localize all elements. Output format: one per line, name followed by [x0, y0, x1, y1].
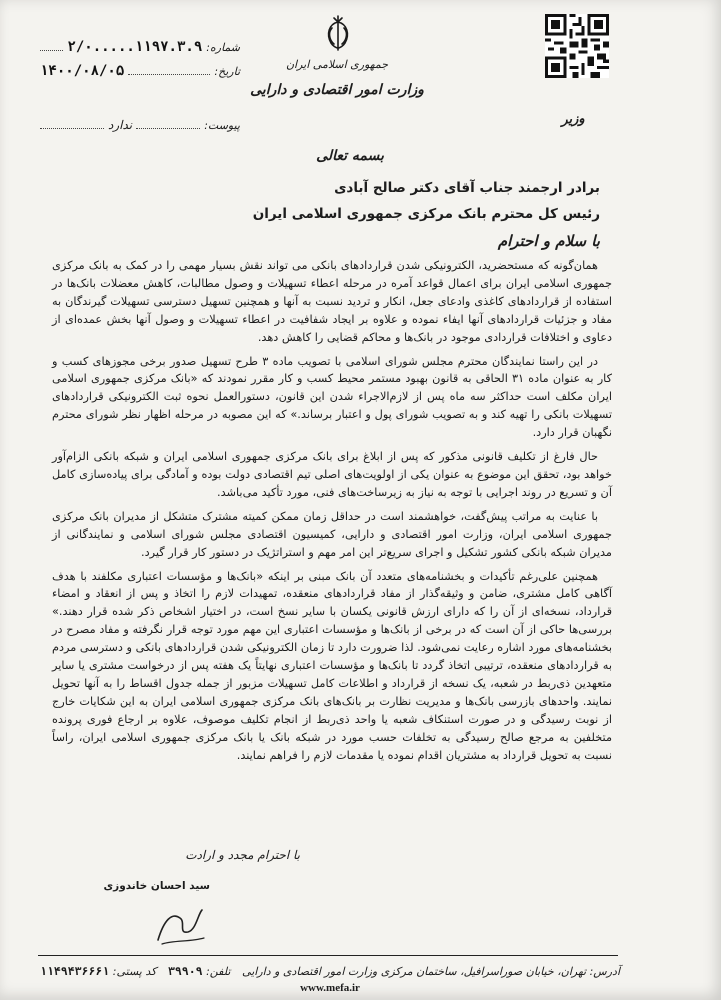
body-paragraph: همان‌گونه که مستحضرید، الکترونیکی شدن قراردادهای بانکی می تواند نقش بسیار مهمی را در کمک به بانک مرکزی جمهوری اسلامی ایران برای اعمال قواعد آمره در مرحله اعطاء تسهیلات و وصول مطالبات، کاهش معضلات بانک‌ها در استفاده از قراردادهای کاغذی وادعای جعل، انکار و تردید نسبت به آنها و همچنین تسهیل دسترسی تسهیلات گیرندگان به مفاد و جزئیات قراردادهای آنها ایفاء نموده و علاوه بر ایجاد شفافیت در اعطاء تسهیلات و وصول آنها بخش عمده‌ای از دعاوی و اختلافات قراردادی موجود در بانک‌ها و محاکم قضایی را کاهش دهد.: [52, 259, 612, 344]
letter-date-field: [40, 62, 240, 84]
letter-attachment-label: پیوست:: [204, 119, 240, 132]
dotted-line: [136, 116, 200, 129]
dotted-line: [40, 116, 104, 129]
letter-number-label: شماره:: [206, 41, 240, 54]
letter-body: [52, 257, 612, 770]
iran-emblem-icon: [317, 12, 359, 54]
minister-label: وزیر: [560, 111, 586, 128]
republic-name: جمهوری اسلامی ایران: [285, 58, 389, 71]
body-paragraph: همچنین علی‌رغم تأکیدات و بخشنامه‌های متعدد آن بانک مبنی بر اینکه «بانک‌ها و مؤسسات اعتباری مکلفند با هدف آگاهی کامل مشتری، ضامن و وثیقه‌گذار از مفاد قراردادهای منعقده، تمهیدات لازم را اتخاذ و پس از انعقاد و امضاء قرارداد، نسخه‌ای از آن را که دارای ارزش قانونی یکسان با سایر نسخ است، در اختیار اشخاص ذکر شده قرار دهند.» بررسی‌ها حاکی از آن است که در برخی از بانک‌ها و مؤسسات اعتباری این مهم مورد توجه قرار نگرفته و مفاد مصرح در بخشنامه‌های مورد اشاره رعایت نمی‌شود. لذا ضرورت دارد تا زمان الکترونیکی شدن قراردادهای بانکی و دسترسی مردم به قراردادهای منعقده، ترتیبی اتخاذ گردد تا بانک‌ها و مؤسسات اعتباری نهایتاً یک هفته پس از درخواست مشتری یا سایر متعهدین ذی‌ربط در شعبه، یک نسخه از قرارداد و اطلاعات کامل تسهیلات مزبور از جمله جدول اقساط را به آنها تحویل نمایند. واحدهای بازرسی بانک‌ها و مدیریت نظارت بر بانک‌های بانک مرکزی جمهوری اسلامی ایران به این شکایات خارج از نوبت رسیدگی و در صورت استنکاف شعبه یا واحد ذی‌ربط از انجام تکلیف موصوف، علاوه بر ارجاع فوری پرونده متخلفین به مرجع صالح رسیدگی به تخلفات حسب مورد در شبکه بانک یا بانک مرکزی جمهوری اسلامی ایران، راساً نسبت به تحویل قرارداد به مشتریان اقدام نموده یا مقدمات لازم را فراهم نمایند.: [52, 569, 612, 762]
letter-date-value: ۱۴۰۰/۰۸/۰۵: [40, 63, 125, 79]
footer-postal-group: [40, 964, 156, 978]
addressee-line-2: رئیس کل محترم بانک مرکزی جمهوری اسلامی ایران: [252, 206, 600, 222]
footer-address: آدرس: تهران، خیابان صوراسرافیل، ساختمان مرکزی وزارت امور اقتصادی و دارایی: [242, 964, 620, 978]
letter-number-value: ۱۱۹۷.۳.۹.....۲/۰: [67, 39, 203, 55]
signature-mark: [150, 900, 210, 950]
salutation: با سلام و احترام: [497, 232, 600, 250]
addressee-line-1: برادر ارجمند جناب آقای دکتر صالح آبادی: [334, 180, 600, 196]
letter-attachment-field: [40, 116, 240, 138]
body-paragraph: در این راستا نمایندگان محترم مجلس شورای اسلامی با تصویب ماده ۳ طرح تسهیل صدور برخی مجوزهای کسب و کار به عنوان ماده ۳۱ الحاقی به قانون بهبود مستمر محیط کسب و کار مقرر نمودند که «بانک مرکزی جمهوری اسلامی ایران مکلف است حداکثر سه ماه پس از لازم‌الاجراء شدن این قانون، دستورالعمل نحوه ثبت الکترونیکی قراردادهای تسهیلات بانکی را تهیه کند و به تصویب شورای پول و اعتبار برساند.» که این مصوبه در مرحله اظهار نظر شورای محترم نگهبان قرار دارد.: [52, 354, 612, 440]
footer-phone-group: [168, 964, 230, 978]
letter-date-label: تاریخ:: [214, 65, 240, 78]
footer-website: www.mefa.ir: [300, 982, 360, 994]
footer-divider: [38, 955, 618, 956]
basmala-heading: بسمه تعالی: [316, 148, 384, 164]
qr-code: [545, 14, 609, 78]
dotted-line: [128, 62, 210, 75]
letter-attachment-value: ندارد: [108, 118, 133, 132]
signer-name: سید احسان خاندوزی: [103, 880, 210, 892]
body-paragraph: حال فارغ از تکلیف قانونی مذکور که پس از ابلاغ برای بانک مرکزی جمهوری اسلامی ایران و شبکه بانکی الزام‌آور خواهد بود، تحقق این موضوع به عنوان یکی از اولویت‌های اصلی تیم اقتصادی دولت بوده و آمادگی برای پیاده‌سازی کامل آن و تسریع در روند اجرایی با توجه به نیاز به زیرساخت‌های فنی، مورد تأکید می‌باشد.: [52, 450, 612, 499]
letterhead-footer: [40, 961, 620, 981]
footer-phone-label: تلفن:: [206, 965, 231, 978]
letter-number-field: [40, 38, 240, 60]
body-paragraph: با عنایت به مراتب پیش‌گفت، خواهشمند است در حداقل زمان ممکن کمیته مشترک متشکل از مدیران بانک مرکزی جمهوری اسلامی ایران، وزارت امور اقتصادی و دارایی، کمیسیون اقتصادی مجلس شورای اسلامی و نمایندگانی از مدیران شبکه بانکی کشور تشکیل و اجرای سریع‌تر این امر مهم و استراتژیک در دستور کار قرار گیرد.: [52, 509, 612, 559]
closing-handwritten: با احترام مجدد و ارادت: [185, 848, 300, 862]
footer-postal-code: ۱۱۴۹۴۳۶۶۶۱: [40, 964, 110, 978]
footer-postal-label: کد پستی:: [112, 965, 157, 978]
ministry-name: وزارت امور اقتصادی و دارایی: [250, 82, 424, 98]
dotted-line: [40, 38, 63, 51]
footer-phone: ۳۹۹۰۹: [167, 964, 203, 978]
